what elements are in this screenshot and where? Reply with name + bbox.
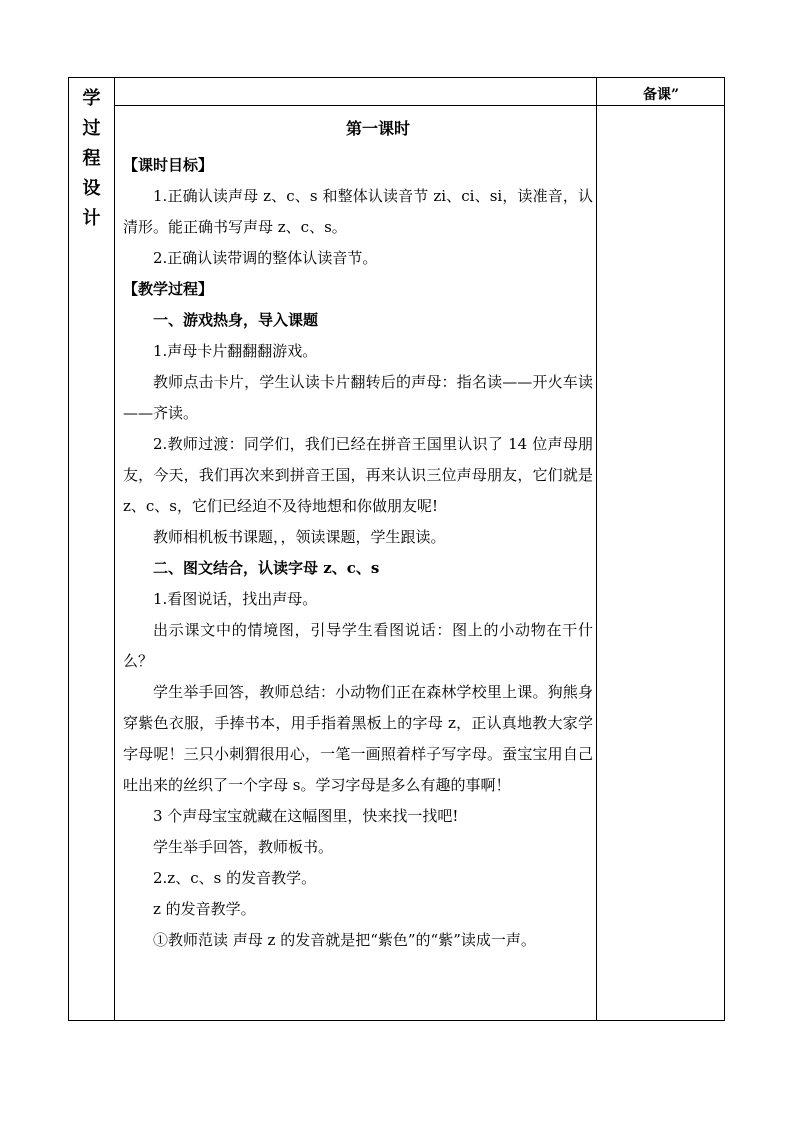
paragraph: 教师点击卡片，学生认读卡片翻转后的声母：指名读——开火车读——齐读。 <box>123 373 593 422</box>
side-label-char: 学 <box>82 88 101 109</box>
column-divider <box>596 78 597 1020</box>
paragraph: z 的发音教学。 <box>153 900 256 918</box>
column-divider <box>114 78 115 1020</box>
section-heading: 二、图文结合，认读字母 z、c、s <box>153 559 380 577</box>
side-label-char: 过 <box>82 118 101 139</box>
goal-item: 2.正确认读带调的整体认读音节。 <box>153 249 378 267</box>
side-label-char: 计 <box>82 208 101 229</box>
side-label <box>69 84 114 234</box>
paragraph: 2.z、c、s 的发音教学。 <box>153 869 317 887</box>
process-heading: 【教学过程】 <box>123 280 214 298</box>
paragraph: 教师相机板书课题，，领读课题，学生跟读。 <box>153 528 446 546</box>
paragraph: 1.看图说话，找出声母。 <box>153 590 318 608</box>
paragraph: 学生举手回答，教师总结：小动物们正在森林学校里上课。狗熊身穿紫色衣服，手捧书本，用手指着黑板上的字母 z，正认真地教大家学字母呢！三只小刺猬很用心，一笔一画照着样子写字母。蚕宝宝用自己吐出来的丝织了一个字母 s。学习字母是多么有趣的事啊！ <box>123 683 593 794</box>
goals-heading: 【课时目标】 <box>123 156 214 174</box>
paragraph: 2.教师过渡：同学们，我们已经在拼音王国里认识了 14 位声母朋友，今天，我们再次来到拼音王国，再来认识三位声母朋友，它们就是 z、c、s，它们已经迫不及待地想和你做朋友呢! <box>123 435 593 515</box>
paragraph: 1.声母卡片翻翻翻游戏。 <box>153 342 318 360</box>
goal-item: 1.正确认读声母 z、c、s 和整体认读音节 zi、ci、si，读准音，认清形。能正确书写声母 z、c、s。 <box>123 187 593 236</box>
paragraph: 学生举手回答，教师板书。 <box>153 838 334 856</box>
prep-column-header: 备课” <box>642 87 680 103</box>
side-label-char: 设 <box>82 178 101 199</box>
paragraph: ①教师范读 声母 z 的发音就是把“紫色”的“紫”读成一声。 <box>153 931 536 949</box>
lesson-plan-table <box>68 77 725 1021</box>
side-label-char: 程 <box>82 148 101 169</box>
section-heading: 一、游戏热身，导入课题 <box>153 311 319 329</box>
paragraph: 出示课文中的情境图，引导学生看图说话：图上的小动物在干什么？ <box>123 621 593 670</box>
paragraph: 3 个声母宝宝就藏在这幅图里，快来找一找吧! <box>153 807 459 825</box>
lesson-content <box>123 116 593 956</box>
lesson-title: 第一课时 <box>345 119 410 138</box>
